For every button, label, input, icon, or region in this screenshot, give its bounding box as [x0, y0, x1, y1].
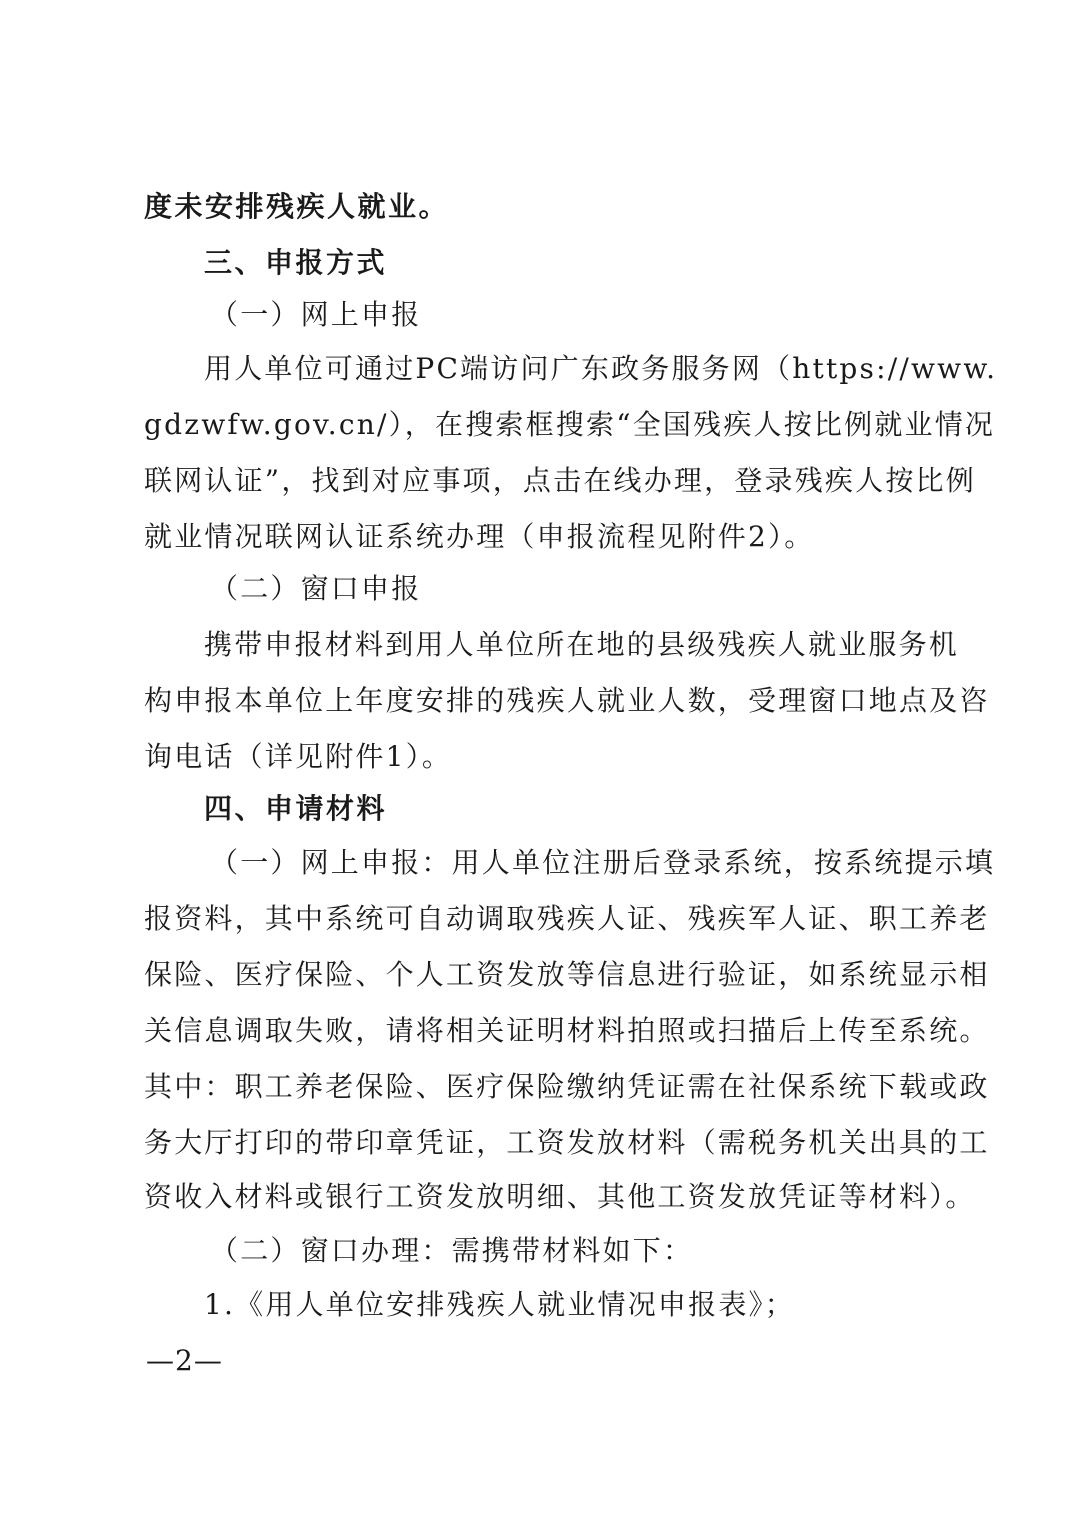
- section-heading-4: 四、申请材料: [204, 792, 388, 825]
- paragraph-line: 资收入材料或银行工资发放明细、其他工资发放凭证等材料）。: [144, 1180, 976, 1213]
- paragraph-line: 携带申报材料到用人单位所在地的县级残疾人就业服务机: [204, 628, 960, 661]
- section-heading-3: 三、申报方式: [204, 246, 388, 279]
- paragraph-line: 用人单位可通过PC端访问广东政务服务网（https://www.: [204, 352, 998, 385]
- subsection-heading-window: （二）窗口申报: [210, 572, 422, 605]
- paragraph-line: （二）窗口办理：需携带材料如下：: [210, 1234, 694, 1267]
- paragraph-line: 报资料，其中系统可自动调取残疾人证、残疾军人证、职工养老: [144, 902, 990, 935]
- paragraph-line: 构申报本单位上年度安排的残疾人就业人数，受理窗口地点及咨: [144, 684, 990, 717]
- subsection-heading-online: （一）网上申报: [210, 298, 422, 331]
- page-number: —2—: [146, 1344, 223, 1377]
- paragraph-line: 询电话（详见附件1）。: [144, 740, 453, 773]
- paragraph-line: 关信息调取失败，请将相关证明材料拍照或扫描后上传至系统。: [144, 1014, 990, 1047]
- paragraph-line: gdzwfw.gov.cn/），在搜索框搜索“全国残疾人按比例就业情况: [144, 408, 996, 441]
- paragraph-line: 联网认证”，找到对应事项，点击在线办理，登录残疾人按比例: [144, 464, 976, 497]
- paragraph-line: 保险、医疗保险、个人工资发放等信息进行验证，如系统显示相: [144, 958, 990, 991]
- paragraph-line: 就业情况联网认证系统办理（申报流程见附件2）。: [144, 520, 815, 553]
- list-item: 1.《用人单位安排残疾人就业情况申报表》；: [204, 1288, 795, 1321]
- paragraph-line: 其中：职工养老保险、医疗保险缴纳凭证需在社保系统下载或政: [144, 1070, 990, 1103]
- paragraph-line: 度未安排残疾人就业。: [144, 190, 450, 223]
- paragraph-line: 务大厅打印的带印章凭证，工资发放材料（需税务机关出具的工: [144, 1126, 990, 1159]
- paragraph-line: （一）网上申报：用人单位注册后登录系统，按系统提示填: [210, 846, 996, 879]
